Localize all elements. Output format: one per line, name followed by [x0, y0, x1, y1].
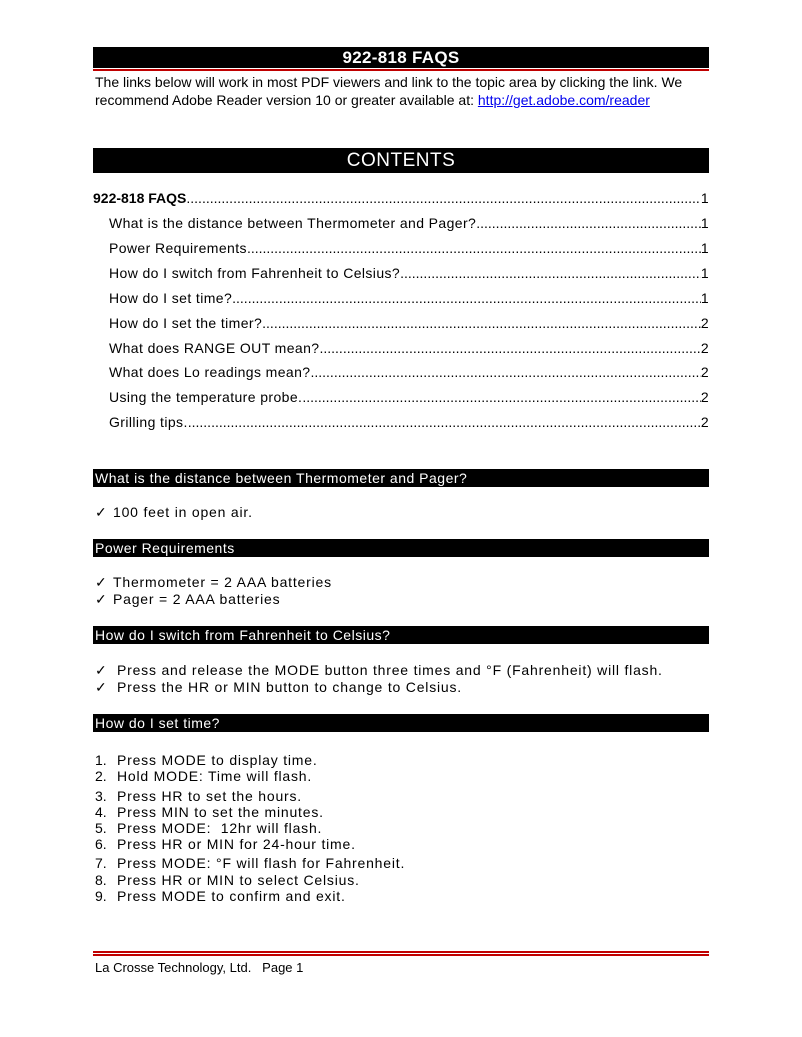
toc-label: What does Lo readings mean?: [109, 364, 311, 380]
toc-page: 2: [700, 340, 709, 356]
step-item: [95, 804, 324, 820]
toc-label: How do I set the timer?: [109, 315, 263, 331]
footer-rule: [93, 951, 709, 953]
step-item: [95, 788, 302, 804]
toc-label: Power Requirements: [109, 240, 247, 256]
toc-label: Grilling tips.: [109, 414, 188, 430]
section-heading-set-time: How do I set time?: [93, 714, 709, 732]
step-item: [95, 855, 405, 871]
toc-leader: [188, 412, 701, 432]
toc-label: What does RANGE OUT mean?: [109, 340, 320, 356]
step-text: Press MODE to display time.: [117, 752, 318, 768]
toc-label: What is the distance between Thermometer and Pager?: [109, 215, 477, 231]
check-icon: ✓: [95, 574, 107, 590]
step-number: 4.: [95, 804, 107, 820]
title-underline: [93, 69, 709, 71]
toc-label: How do I set time?: [109, 290, 233, 306]
section-heading-power: Power Requirements: [93, 539, 709, 557]
toc-leader: [232, 288, 701, 308]
checklist-text: Press and release the MODE button three times and °F (Fahrenheit) will flash.: [117, 662, 663, 678]
footer-rule: [93, 954, 709, 956]
step-text: Press HR or MIN for 24-hour time.: [117, 836, 356, 852]
toc-leader: [400, 263, 701, 283]
section-heading-celsius: How do I switch from Fahrenheit to Celsius?: [93, 626, 709, 644]
checklist-text: Thermometer = 2 AAA batteries: [113, 574, 332, 590]
step-item: [95, 768, 312, 784]
toc-label: How do I switch from Fahrenheit to Celsius?: [109, 265, 401, 281]
page-footer: La Crosse Technology, Ltd. Page 1: [95, 960, 304, 975]
toc-page: 1: [700, 290, 709, 306]
toc-entry-faqs[interactable]: [93, 188, 709, 208]
check-icon: ✓: [95, 679, 107, 695]
intro-paragraph: [95, 73, 709, 109]
toc-entry-range-out[interactable]: [109, 338, 709, 358]
checklist-item: [95, 591, 280, 608]
intro-text: The links below will work in most PDF viewers and link to the topic area by clicking the link. We recommend Adobe Reader version 10 or greater available at:: [95, 74, 683, 108]
toc-entry-set-time[interactable]: [109, 288, 709, 308]
step-text: Press HR to set the hours.: [117, 788, 302, 804]
step-text: Press MODE: °F will flash for Fahrenheit.: [117, 855, 406, 871]
toc-leader: [262, 313, 701, 333]
checklist-item: [95, 679, 462, 696]
document-title: 922-818 FAQS: [93, 47, 709, 68]
toc-leader: [476, 213, 701, 233]
toc-leader: [319, 338, 700, 358]
toc-entry-set-timer[interactable]: [109, 313, 709, 333]
step-text: Press MODE to confirm and exit.: [117, 888, 346, 904]
step-item: [95, 872, 360, 888]
step-item: [95, 888, 346, 904]
step-number: 9.: [95, 888, 107, 904]
toc-entry-grilling[interactable]: [109, 412, 709, 432]
check-icon: ✓: [95, 662, 107, 678]
toc-leader: [302, 387, 701, 407]
toc-entry-celsius[interactable]: [109, 263, 709, 283]
check-icon: ✓: [95, 591, 107, 607]
step-number: 7.: [95, 855, 107, 871]
step-text: Press HR or MIN to select Celsius.: [117, 872, 360, 888]
toc-page: 1: [700, 265, 709, 281]
toc-leader: [247, 238, 701, 258]
step-item: [95, 752, 318, 768]
toc-page: 2: [700, 364, 709, 380]
toc-label: Using the temperature probe.: [109, 389, 303, 405]
toc-leader: [186, 188, 700, 208]
step-number: 3.: [95, 788, 107, 804]
toc-page: 1: [700, 240, 709, 256]
step-number: 6.: [95, 836, 107, 852]
toc-leader: [310, 362, 700, 382]
checklist-item: [95, 504, 253, 521]
toc-page: 2: [700, 414, 709, 430]
checklist-text: Pager = 2 AAA batteries: [113, 591, 281, 607]
toc-label: 922-818 FAQS: [93, 190, 187, 206]
checklist-text: 100 feet in open air.: [113, 504, 253, 520]
checklist-text: Press the HR or MIN button to change to Celsius.: [117, 679, 462, 695]
step-number: 5.: [95, 820, 107, 836]
adobe-reader-link[interactable]: http://get.adobe.com/reader: [477, 92, 650, 108]
step-number: 1.: [95, 752, 107, 768]
step-number: 2.: [95, 768, 107, 784]
step-item: [95, 836, 356, 852]
toc-entry-probe[interactable]: [109, 387, 709, 407]
checklist-item: [95, 574, 332, 591]
toc-page: 1: [700, 190, 709, 206]
step-item: [95, 820, 322, 836]
section-heading-distance: What is the distance between Thermometer and Pager?: [93, 469, 709, 487]
step-number: 8.: [95, 872, 107, 888]
toc-entry-distance[interactable]: [109, 213, 709, 233]
check-icon: ✓: [95, 504, 107, 520]
toc-page: 1: [700, 215, 709, 231]
step-text: Press MIN to set the minutes.: [117, 804, 324, 820]
toc-page: 2: [700, 389, 709, 405]
step-text: Hold MODE: Time will flash.: [117, 768, 313, 784]
toc-page: 2: [700, 315, 709, 331]
checklist-item: [95, 662, 663, 679]
contents-heading: CONTENTS: [93, 148, 709, 173]
step-text: Press MODE: 12hr will flash.: [117, 820, 323, 836]
toc-entry-lo-readings[interactable]: [109, 362, 709, 382]
toc-entry-power[interactable]: [109, 238, 709, 258]
